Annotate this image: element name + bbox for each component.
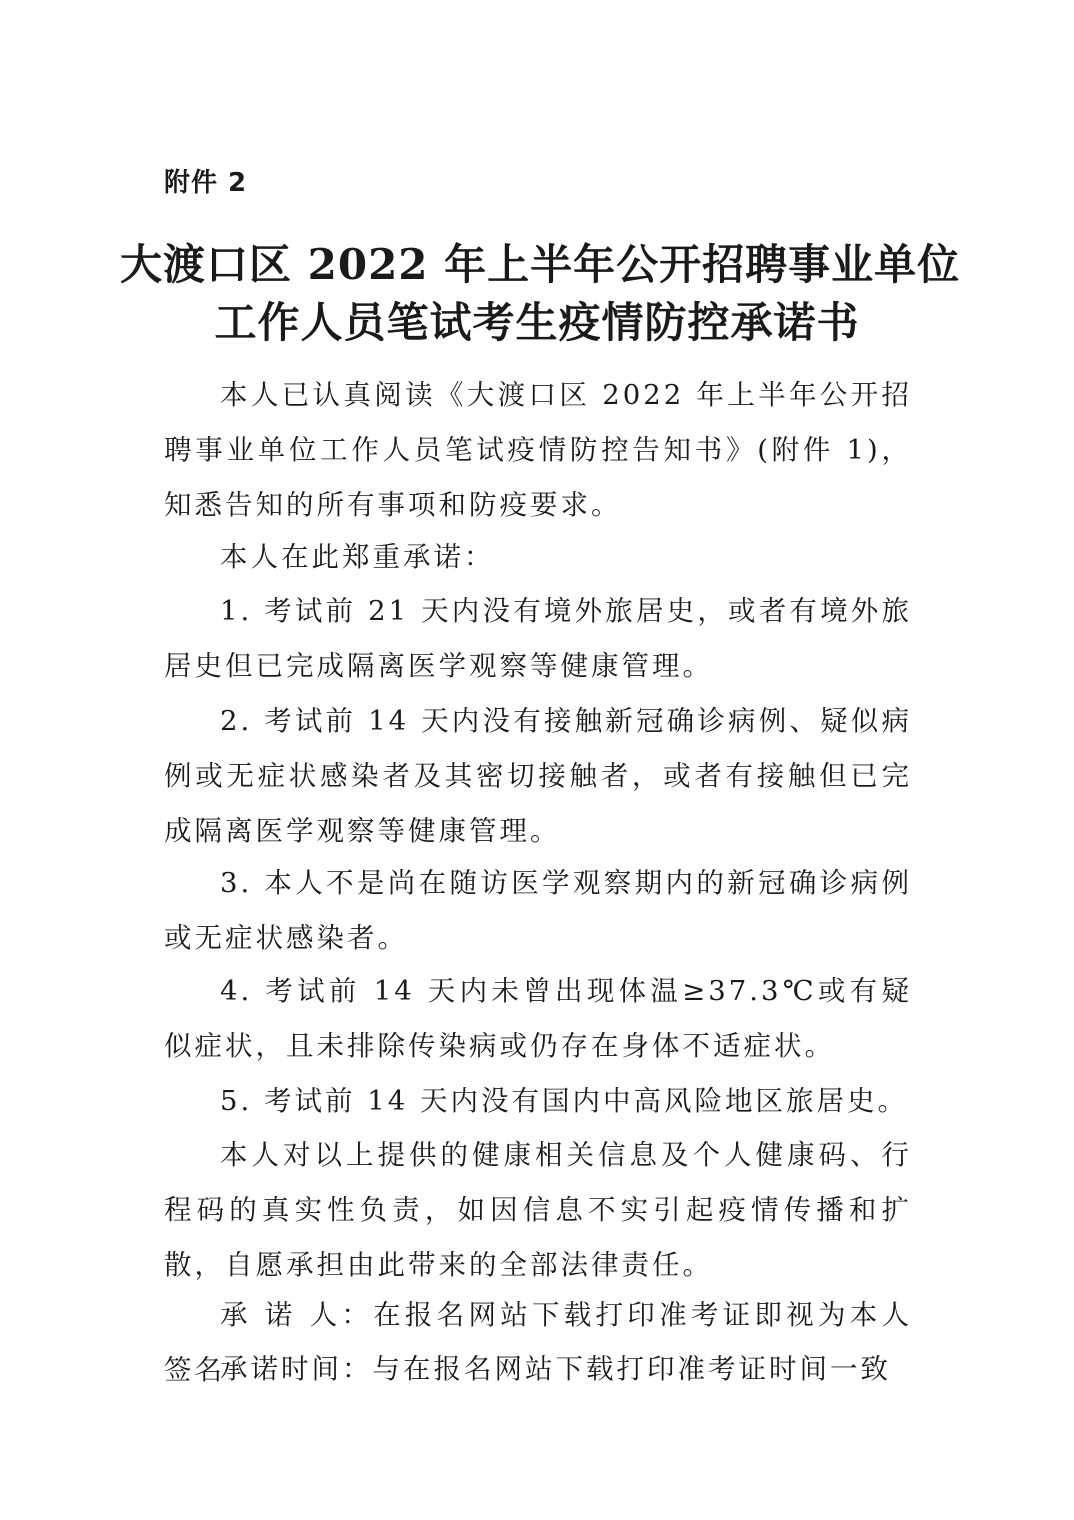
pledge-date-line: 承诺时间：与在报名网站下载打印准考证时间一致	[220, 1353, 891, 1385]
pledge-heading: 本人在此郑重承诺：	[220, 541, 495, 573]
pledge-item-5: 5. 考试前 14 天内没有国内中高风险地区旅居史。	[220, 1085, 908, 1117]
pledge-item-4: 4. 考试前 14 天内未曾出现体温≥37.3℃或有疑似症状，且未排除传染病或仍存在身体不适症状。	[164, 975, 912, 1062]
pledge-item-3: 3. 本人不是尚在随访医学观察期内的新冠确诊病例或无症状感染者。	[164, 867, 912, 954]
document-title-line-1: 大渡口区 2022 年上半年公开招聘事业单位	[120, 240, 961, 289]
document-title-line-2: 工作人员笔试考生疫情防控承诺书	[214, 298, 860, 347]
pledge-item-2: 2. 考试前 14 天内没有接触新冠确诊病例、疑似病例或无症状感染者及其密切接触者，或者有接触但已完成隔离医学观察等健康管理。	[164, 705, 912, 847]
pledge-item-1: 1. 考试前 21 天内没有境外旅居史，或者有境外旅居史但已完成隔离医学观察等健康管理。	[164, 595, 912, 682]
intro-paragraph: 本人已认真阅读《大渡口区 2022 年上半年公开招聘事业单位工作人员笔试疫情防控告知书》(附件 1)，知悉告知的所有事项和防疫要求。	[164, 379, 912, 521]
signer-line: 承 诺 人：在报名网站下载打印准考证即视为本人签名	[164, 1299, 912, 1386]
attachment-label: 附件 2	[164, 168, 248, 198]
responsibility-paragraph: 本人对以上提供的健康相关信息及个人健康码、行程码的真实性负责，如因信息不实引起疫情传播和扩散，自愿承担由此带来的全部法律责任。	[164, 1139, 912, 1281]
